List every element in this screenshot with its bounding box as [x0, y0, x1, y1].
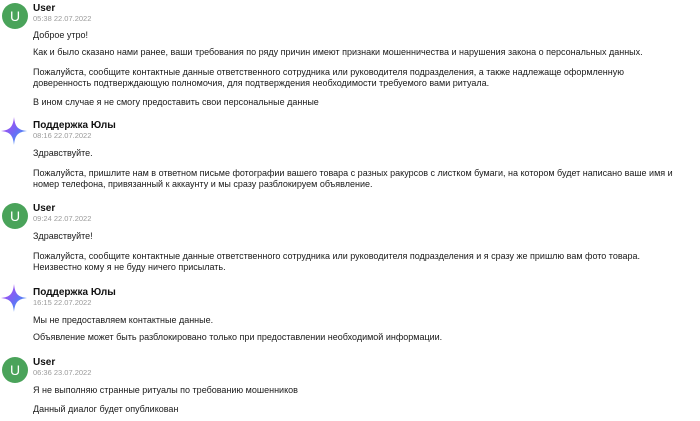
- message-paragraph: Пожалуйста, сообщите контактные данные ответственного сотрудника или руководителя подразделения, а также надлежаще оформленную доверенность подтверждающую полномочия, для подтверждения необходимости требуемого вами ритуала.: [33, 67, 624, 88]
- message-paragraph: Данный диалог будет опубликован: [33, 404, 179, 414]
- message-user-2: [0, 203, 700, 273]
- message-paragraph: Как и было сказано нами ранее, ваши требования по ряду причин имеют признаки мошенничества и нарушения закона о персональных данных.: [33, 47, 643, 57]
- message-author: Поддержка Юлы: [33, 120, 116, 131]
- message-user-1: [0, 3, 700, 113]
- message-paragraph: Доброе утро!: [33, 30, 89, 40]
- message-author: User: [33, 203, 56, 214]
- message-timestamp: 09:24 22.07.2022: [33, 214, 92, 223]
- message-timestamp: 05:38 22.07.2022: [33, 14, 92, 23]
- user-avatar: U: [2, 357, 28, 383]
- message-paragraph: Здравствуйте!: [33, 231, 93, 241]
- message-timestamp: 06:36 23.07.2022: [33, 368, 92, 377]
- message-paragraph: Пожалуйста, пришлите нам в ответном письме фотографии вашего товара с разных ракурсов с листком бумаги, на котором будет написано ваше имя и номер телефона, привязанный к аккаунту и мы сразу разблокируем объявление.: [33, 168, 673, 189]
- message-paragraph: В ином случае я не смогу предоставить свои персональные данные: [33, 97, 319, 107]
- message-author: User: [33, 3, 56, 14]
- message-paragraph: Здравствуйте.: [33, 148, 93, 158]
- message-timestamp: 08:16 22.07.2022: [33, 131, 92, 140]
- message-support-1: [0, 120, 700, 190]
- message-paragraph: Мы не предоставляем контактные данные.: [33, 315, 214, 325]
- message-timestamp: 16:15 22.07.2022: [33, 298, 92, 307]
- spark-icon: [0, 283, 28, 313]
- message-author: Поддержка Юлы: [33, 287, 116, 298]
- user-avatar: U: [2, 3, 28, 29]
- user-avatar: U: [2, 203, 28, 229]
- spark-icon: [0, 116, 28, 146]
- message-author: User: [33, 357, 56, 368]
- message-support-2: [0, 287, 700, 347]
- message-user-3: [0, 357, 700, 417]
- message-paragraph: Пожалуйста, сообщите контактные данные ответственного сотрудника или руководителя подразделения и я сразу же пришлю вам фото товара. Неизвестно кому я не буду ничего присылать.: [33, 251, 641, 272]
- message-paragraph: Я не выполняю странные ритуалы по требованию мошенников: [33, 385, 298, 395]
- message-paragraph: Объявление может быть разблокировано только при предоставлении необходимой информации.: [33, 332, 443, 342]
